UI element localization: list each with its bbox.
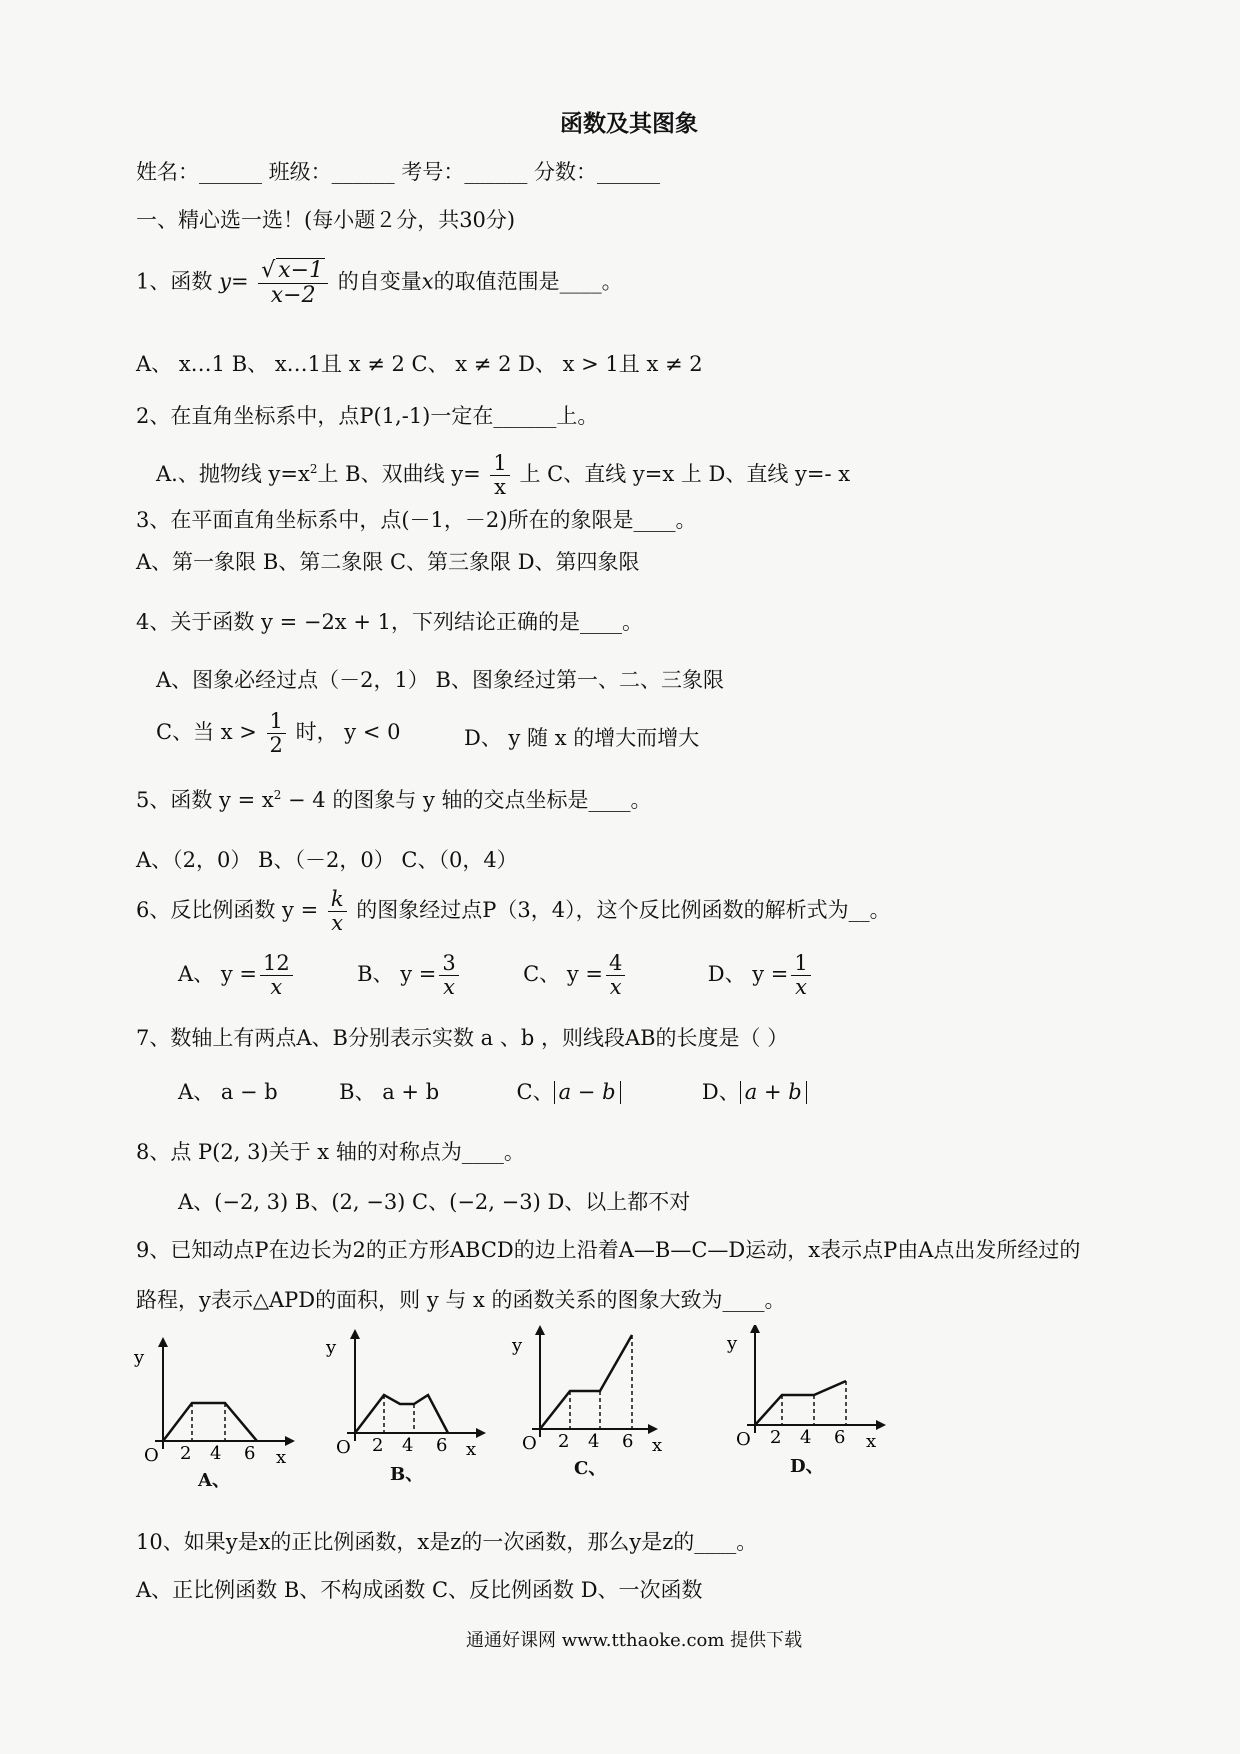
- question-10-stem: 10、如果y是x的正比例函数，x是z的一次函数，那么y是z的____。: [136, 1530, 758, 1554]
- graph-a-y-label: y: [134, 1347, 145, 1368]
- q6-option-c: C、 y = $\frac{4}{x}$: [523, 962, 628, 986]
- question-3-options: A、第一象限 B、第二象限 C、第三象限 D、第四象限: [136, 550, 640, 574]
- q9-graphs: [0, 1325, 1240, 1485]
- q7-option-d-value: a + b: [740, 1081, 807, 1104]
- q7-option-c-value: a − b: [554, 1081, 621, 1104]
- q6-option-a: A、 y = $\frac{12}{x}$: [178, 962, 296, 986]
- q6-fraction: $\frac{k}{x}$: [328, 888, 347, 935]
- question-5-stem: 5、函数 $y = x^2 - 4$ 的图象与 y 轴的交点坐标是____。: [136, 788, 652, 812]
- question-1-options: A、 x…1 B、 x…1且 x ≠ 2 C、 x ≠ 2 D、 x > 1且 x ≠ 2: [136, 352, 703, 376]
- graph-b-tick-4: 4: [402, 1435, 414, 1456]
- graph-a-tick-4: 4: [210, 1443, 222, 1464]
- graph-d-x-label: x: [866, 1431, 877, 1452]
- question-6-stem: 6、反比例函数 y = $\frac{k}{x}$ 的图象经过点P（3，4），这个反比例函数的解析式为__。: [136, 887, 891, 936]
- question-5-options: A、（2，0） B、（－2，0） C、（0，4）: [136, 848, 518, 872]
- question-2-options: A.、抛物线 $y=x^2$上 B、双曲线 y= $\frac{1}{x}$ 上 C、直线 y=x 上 D、直线 y=- x: [156, 451, 851, 500]
- question-4-options-ab: A、图象必经过点（－2，1） B、图象经过第一、二、三象限: [156, 668, 724, 692]
- graph-d-origin: O: [736, 1429, 751, 1450]
- q7-option-a: A、 a − b: [178, 1080, 278, 1104]
- graph-d-y-label: y: [727, 1333, 738, 1354]
- q7-option-d-label: D、: [701, 1080, 740, 1104]
- graph-c-tick-6: 6: [622, 1431, 634, 1452]
- graph-d: [726, 1325, 884, 1452]
- section-heading: 一、精心选一选！(每小题２分，共30分): [136, 208, 516, 232]
- question-2-stem: 2、在直角坐标系中，点P(1,-1)一定在______上。: [136, 404, 599, 428]
- q1-fraction: $\frac{√ x-1}{x-2}$: [258, 258, 328, 308]
- question-1-stem: 1、函数 y= $\frac{√ x-1}{x-2}$ 的自变量x的取值范围是____。: [136, 258, 623, 309]
- graph-c-y-label: y: [512, 1335, 523, 1356]
- question-4-option-d: D、 y 随 x 的增大而增大: [464, 726, 700, 750]
- question-4-option-c: C、当 x > $\frac{1}{2}$ 时， y < 0: [156, 709, 401, 758]
- graph-a: [133, 1339, 293, 1468]
- question-7-stem: 7、数轴上有两点A、B分别表示实数 a 、b ，则线段AB的长度是（ ）: [136, 1026, 789, 1050]
- graph-c-label: C、: [574, 1458, 607, 1479]
- question-7-options: [178, 1080, 807, 1105]
- graph-b-y-label: y: [326, 1337, 337, 1358]
- graph-c-origin: O: [522, 1433, 537, 1454]
- question-8-stem: 8、点 P(2, 3)关于 x 轴的对称点为____。: [136, 1140, 525, 1164]
- graph-a-tick-2: 2: [180, 1443, 192, 1464]
- graph-d-tick-2: 2: [770, 1427, 782, 1448]
- question-3-stem: 3、在平面直角坐标系中，点(－1，－2)所在的象限是____。: [136, 508, 697, 532]
- q7-option-b: B、 a + b: [339, 1080, 440, 1104]
- graph-b-tick-2: 2: [372, 1435, 384, 1456]
- page-title: 函数及其图象: [560, 110, 698, 137]
- student-info-line: 姓名：______ 班级：______ 考号：______ 分数：______: [136, 160, 661, 184]
- graph-d-tick-6: 6: [834, 1427, 846, 1448]
- graph-d-tick-4: 4: [800, 1427, 812, 1448]
- question-8-options: A、(−2, 3) B、(2, −3) C、(−2, −3) D、以上都不对: [178, 1190, 691, 1214]
- graph-b-label: B、: [390, 1464, 424, 1485]
- q4-fraction: $\frac{1}{2}$: [267, 710, 286, 757]
- graph-a-x-label: x: [276, 1447, 287, 1468]
- graph-b-x-label: x: [466, 1439, 477, 1460]
- graph-a-origin: O: [144, 1445, 159, 1466]
- question-10-options: A、正比例函数 B、不构成函数 C、反比例函数 D、一次函数: [136, 1578, 703, 1602]
- graph-a-label: A、: [198, 1470, 230, 1491]
- graph-b: [325, 1331, 484, 1460]
- graph-d-label: D、: [790, 1456, 824, 1477]
- graph-c-tick-2: 2: [558, 1431, 570, 1452]
- graph-b-origin: O: [336, 1437, 351, 1458]
- q6-option-b: B、 y = $\frac{3}{x}$: [357, 962, 462, 986]
- question-9-stem-line1: 9、已知动点P在边长为2的正方形ABCD的边上沿着A—B—C—D运动，x表示点P由A点出发所经过的: [136, 1238, 1081, 1262]
- graph-a-tick-6: 6: [244, 1443, 256, 1464]
- q7-option-c-label: C、: [516, 1080, 554, 1104]
- q6-option-d: D、 y = $\frac{1}{x}$: [708, 962, 814, 986]
- question-4-stem: 4、关于函数 y = −2x + 1，下列结论正确的是____。: [136, 610, 643, 634]
- page-footer: 通通好课网 www.tthaoke.com 提供下载: [466, 1630, 803, 1651]
- graph-b-tick-6: 6: [436, 1435, 448, 1456]
- graph-c: [511, 1327, 662, 1456]
- graph-c-x-label: x: [652, 1435, 663, 1456]
- graph-c-tick-4: 4: [588, 1431, 600, 1452]
- question-9-stem-line2: 路程，y表示△APD的面积，则 y 与 x 的函数关系的图象大致为____。: [136, 1288, 786, 1312]
- question-6-options: [178, 952, 814, 999]
- q2-fraction: $\frac{1}{x}$: [490, 452, 509, 499]
